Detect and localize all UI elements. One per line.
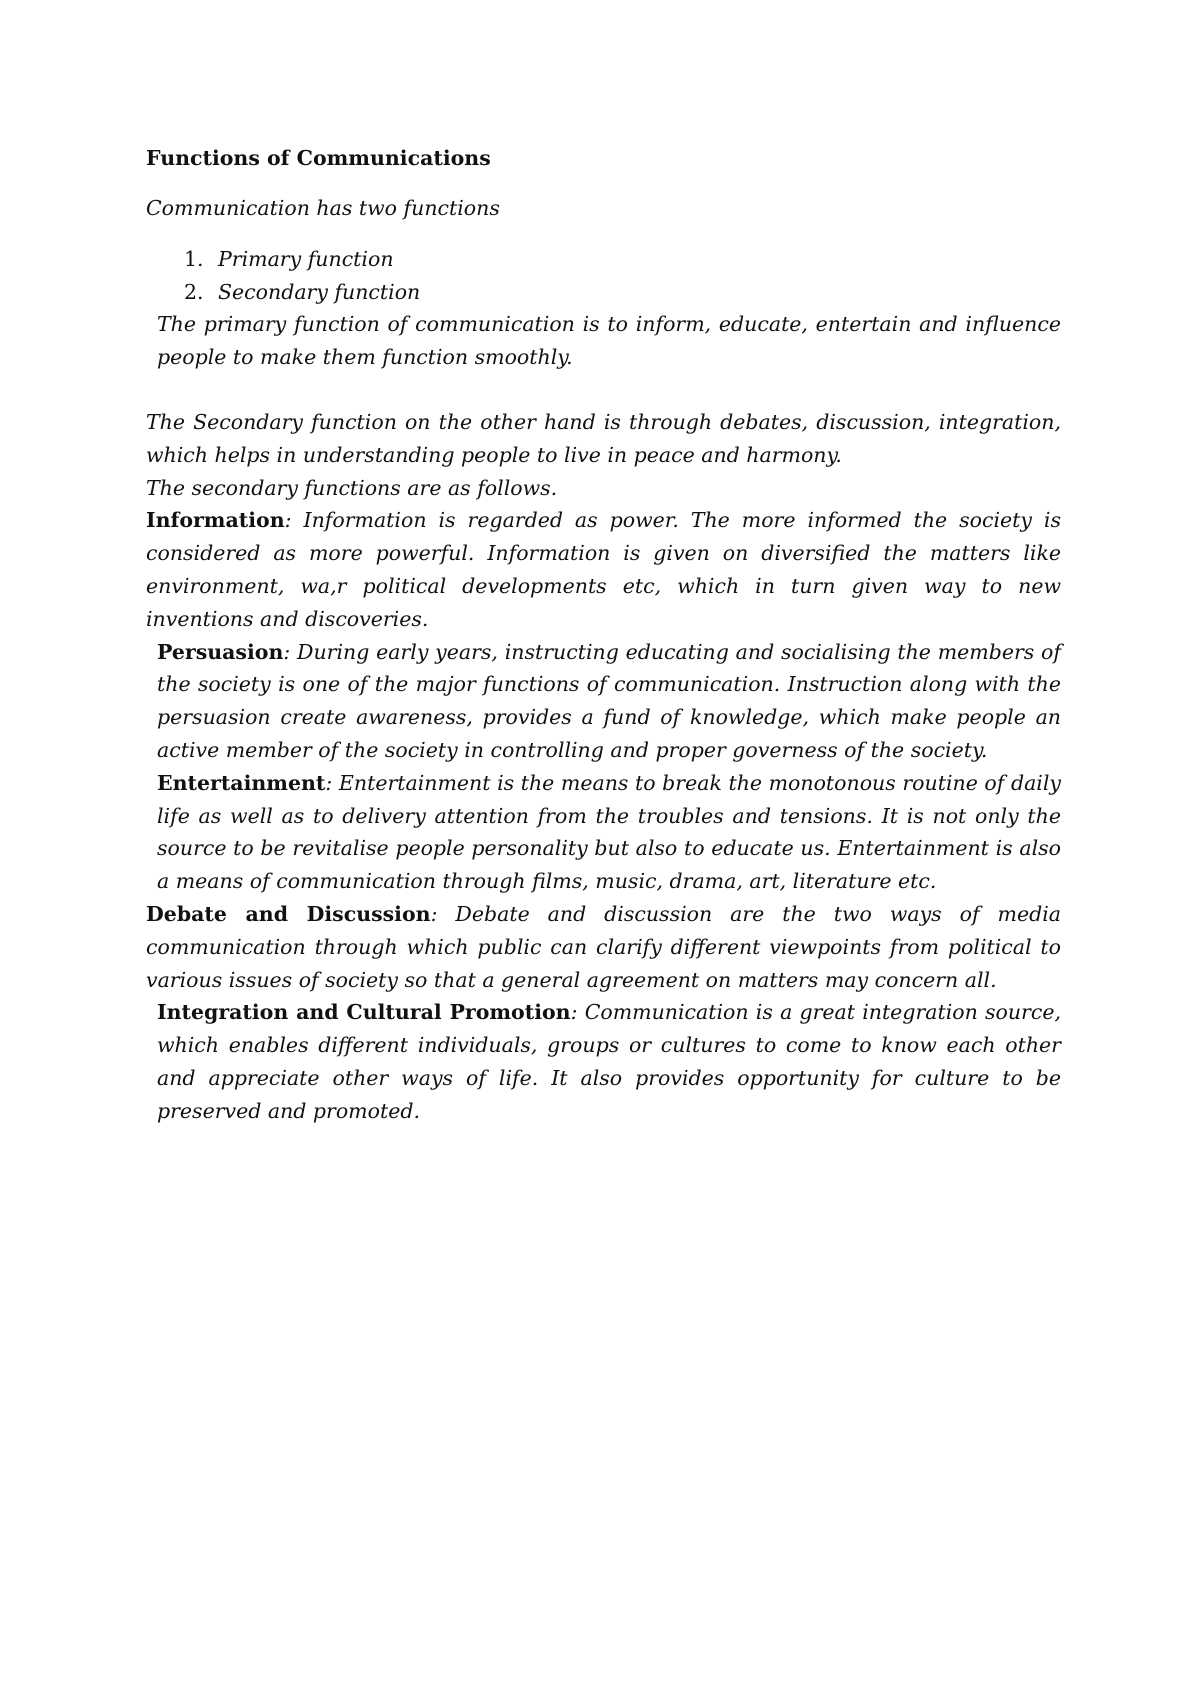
- item-separator: :: [570, 1000, 578, 1025]
- item-term: Integration and Cultural Promotion: [157, 1000, 571, 1025]
- item-term: Entertainment: [157, 770, 326, 795]
- primary-function-paragraph: The primary function of communication is to inform, educate, entertain and influence people to make them function smoothly.: [157, 312, 1061, 370]
- list-item: [184, 243, 1061, 276]
- list-number: 1.: [184, 246, 204, 271]
- item-text: Communication is a great integration source, which enables different individuals, groups or cultures to come to know each other and appreciate other ways of life. It also provides opportunity for culture to be preserved and promoted.: [157, 1000, 1061, 1123]
- item-debate-discussion: [146, 898, 1061, 996]
- document-title: Functions of Communications: [146, 146, 491, 170]
- item-term: Persuasion: [157, 639, 284, 664]
- item-entertainment: [146, 767, 1061, 898]
- item-text: Entertainment is the means to break the monotonous routine of daily life as well as to delivery attention from the troubles and tensions. It is not only the source to be revitalise people personality but also to educate us. Entertainment is also a means of communication through films, music, drama, art, literature etc.: [157, 770, 1061, 894]
- functions-list: [146, 243, 1061, 309]
- item-persuasion: [146, 636, 1061, 767]
- secondary-function-paragraph: The Secondary function on the other hand is through debates, discussion, integration, which helps in understanding people to live in peace and harmony.: [146, 409, 1061, 467]
- item-text: Information is regarded as power. The more informed the society is considered as more powerful. Information is given on diversified the matters like environment, wa,r political developments etc, which in turn given way to new inventions and discoveries.: [146, 508, 1061, 631]
- item-integration-cultural-promotion: [146, 996, 1061, 1127]
- document-page: [146, 142, 1061, 1128]
- item-separator: :: [283, 639, 291, 664]
- item-separator: :: [284, 508, 292, 533]
- list-label: Primary function: [218, 246, 394, 271]
- paragraph-gap: [146, 374, 1061, 406]
- list-number: 2.: [184, 279, 204, 304]
- item-separator: :: [430, 901, 438, 926]
- secondary-follows-line: The secondary functions are as follows.: [146, 475, 558, 500]
- item-term: Information: [146, 508, 285, 533]
- list-label: Secondary function: [218, 279, 421, 304]
- intro-text: Communication has two functions: [146, 196, 500, 220]
- item-separator: :: [325, 770, 333, 795]
- item-information: [146, 504, 1061, 635]
- list-item: [184, 276, 1061, 309]
- item-text: Debate and discussion are the two ways of media communication through which public can clarify different viewpoints from political to various issues of society so that a general agreement on matters may concern all.: [146, 901, 1061, 992]
- item-term: Debate and Discussion: [146, 901, 431, 926]
- item-text: During early years, instructing educating and socialising the members of the society is one of the major functions of communication. Instruction along with the persuasion create awareness, provides a fund of knowledge, which make people an active member of the society in controlling and proper governess of the society.: [157, 639, 1061, 762]
